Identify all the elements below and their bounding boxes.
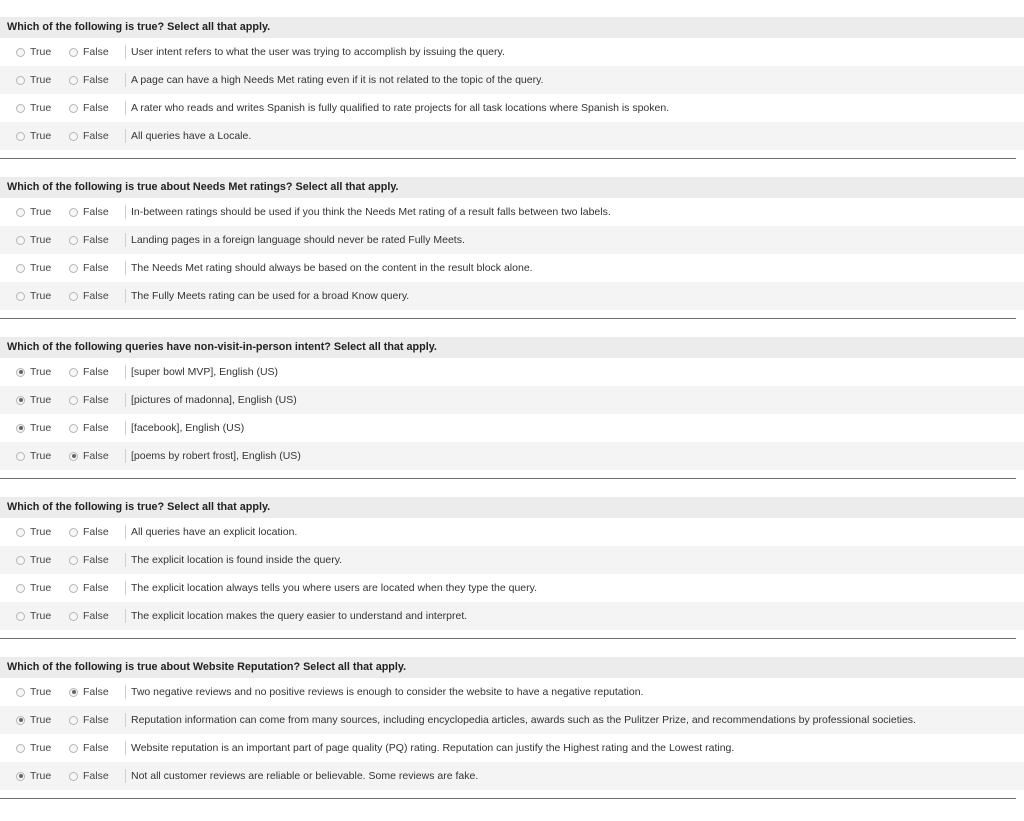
radio-label-true: True [30, 686, 52, 698]
radio-false[interactable] [69, 424, 78, 433]
radio-label-true: True [30, 554, 52, 566]
separator [125, 261, 126, 275]
true-option[interactable] [16, 574, 69, 602]
radio-true[interactable] [16, 584, 25, 593]
radio-label-false: False [83, 770, 109, 782]
true-option[interactable] [16, 678, 69, 706]
true-option[interactable] [16, 602, 69, 630]
radio-true[interactable] [16, 292, 25, 301]
separator [125, 129, 126, 143]
true-option[interactable] [16, 358, 69, 386]
true-option[interactable] [16, 442, 69, 470]
question-option-row [0, 546, 1024, 574]
true-option[interactable] [16, 38, 69, 66]
radio-false[interactable] [69, 132, 78, 141]
statement-text: Landing pages in a foreign language should never be rated Fully Meets. [131, 234, 465, 246]
question-option-row [0, 442, 1024, 470]
question-title: Which of the following queries have non-visit-in-person intent? Select all that apply. [0, 337, 1024, 358]
radio-false[interactable] [69, 716, 78, 725]
separator [125, 769, 126, 783]
statement-text: [super bowl MVP], English (US) [131, 366, 279, 378]
radio-true[interactable] [16, 76, 25, 85]
radio-false[interactable] [69, 264, 78, 273]
separator [125, 581, 126, 595]
radio-label-true: True [30, 714, 52, 726]
radio-label-true: True [30, 366, 52, 378]
radio-true[interactable] [16, 368, 25, 377]
false-option[interactable] [69, 678, 125, 706]
radio-true[interactable] [16, 612, 25, 621]
radio-label-false: False [83, 742, 109, 754]
statement-text: In-between ratings should be used if you think the Needs Met rating of a result falls between two labels. [131, 206, 611, 218]
true-option[interactable] [16, 706, 69, 734]
radio-true[interactable] [16, 396, 25, 405]
radio-true[interactable] [16, 264, 25, 273]
radio-label-false: False [83, 422, 109, 434]
false-option[interactable] [69, 386, 125, 414]
radio-label-false: False [83, 366, 109, 378]
false-option[interactable] [69, 38, 125, 66]
radio-label-false: False [83, 102, 109, 114]
true-option[interactable] [16, 122, 69, 150]
separator [125, 609, 126, 623]
radio-true[interactable] [16, 528, 25, 537]
radio-false[interactable] [69, 528, 78, 537]
question-option-row [0, 358, 1024, 386]
question-option-row [0, 706, 1024, 734]
question-option-row [0, 602, 1024, 630]
statement-text: A rater who reads and writes Spanish is fully qualified to rate projects for all task locations where Spanish is spoken. [131, 102, 670, 114]
true-option[interactable] [16, 254, 69, 282]
radio-false[interactable] [69, 772, 78, 781]
radio-true[interactable] [16, 688, 25, 697]
radio-true[interactable] [16, 716, 25, 725]
true-option[interactable] [16, 546, 69, 574]
radio-label-true: True [30, 290, 52, 302]
true-option[interactable] [16, 282, 69, 310]
radio-false[interactable] [69, 556, 78, 565]
radio-label-true: True [30, 394, 52, 406]
true-option[interactable] [16, 762, 69, 790]
radio-true[interactable] [16, 744, 25, 753]
question-title: Which of the following is true about Website Reputation? Select all that apply. [0, 657, 1024, 678]
question-title: Which of the following is true? Select all that apply. [0, 497, 1024, 518]
statement-text: The Needs Met rating should always be based on the content in the result block alone. [131, 262, 533, 274]
question-option-row [0, 198, 1024, 226]
radio-label-true: True [30, 234, 52, 246]
question-option-row [0, 386, 1024, 414]
separator [125, 73, 126, 87]
radio-label-false: False [83, 686, 109, 698]
false-option[interactable] [69, 122, 125, 150]
question-block [0, 337, 1024, 479]
radio-false[interactable] [69, 48, 78, 57]
false-option[interactable] [69, 574, 125, 602]
false-option[interactable] [69, 414, 125, 442]
question-block [0, 497, 1024, 639]
radio-true[interactable] [16, 556, 25, 565]
statement-text: A page can have a high Needs Met rating even if it is not related to the topic of the query. [131, 74, 544, 86]
true-option[interactable] [16, 734, 69, 762]
false-option[interactable] [69, 198, 125, 226]
false-option[interactable] [69, 282, 125, 310]
question-option-row [0, 254, 1024, 282]
false-option[interactable] [69, 442, 125, 470]
question-option-row [0, 678, 1024, 706]
statement-text: All queries have a Locale. [131, 130, 252, 142]
true-option[interactable] [16, 66, 69, 94]
true-option[interactable] [16, 226, 69, 254]
statement-text: [facebook], English (US) [131, 422, 245, 434]
false-option[interactable] [69, 706, 125, 734]
true-option[interactable] [16, 94, 69, 122]
question-option-row [0, 282, 1024, 310]
true-option[interactable] [16, 414, 69, 442]
false-option[interactable] [69, 518, 125, 546]
radio-label-true: True [30, 770, 52, 782]
radio-label-true: True [30, 610, 52, 622]
statement-text: Two negative reviews and no positive reviews is enough to consider the website to have a negative reputation. [131, 686, 644, 698]
radio-label-false: False [83, 206, 109, 218]
separator [125, 421, 126, 435]
radio-true[interactable] [16, 424, 25, 433]
question-title: Which of the following is true? Select all that apply. [0, 17, 1024, 38]
radio-label-false: False [83, 74, 109, 86]
true-option[interactable] [16, 518, 69, 546]
section-divider [0, 318, 1016, 319]
question-block [0, 17, 1024, 159]
question-option-row [0, 38, 1024, 66]
radio-false[interactable] [69, 744, 78, 753]
statement-text: [poems by robert frost], English (US) [131, 450, 301, 462]
false-option[interactable] [69, 254, 125, 282]
separator [125, 233, 126, 247]
question-option-row [0, 762, 1024, 790]
question-option-row [0, 94, 1024, 122]
false-option[interactable] [69, 358, 125, 386]
radio-label-false: False [83, 234, 109, 246]
radio-true[interactable] [16, 236, 25, 245]
radio-true[interactable] [16, 208, 25, 217]
true-option[interactable] [16, 386, 69, 414]
separator [125, 525, 126, 539]
radio-false[interactable] [69, 208, 78, 217]
section-divider [0, 638, 1016, 639]
radio-label-true: True [30, 450, 52, 462]
statement-text: [pictures of madonna], English (US) [131, 394, 297, 406]
radio-label-false: False [83, 610, 109, 622]
radio-false[interactable] [69, 104, 78, 113]
radio-label-false: False [83, 554, 109, 566]
question-option-row [0, 414, 1024, 442]
radio-false[interactable] [69, 368, 78, 377]
radio-label-false: False [83, 582, 109, 594]
statement-text: The explicit location always tells you where users are located when they type the query. [131, 582, 538, 594]
radio-label-true: True [30, 206, 52, 218]
separator [125, 713, 126, 727]
radio-false[interactable] [69, 396, 78, 405]
question-block [0, 177, 1024, 319]
section-divider [0, 478, 1016, 479]
false-option[interactable] [69, 226, 125, 254]
false-option[interactable] [69, 66, 125, 94]
false-option[interactable] [69, 94, 125, 122]
question-block [0, 657, 1024, 799]
statement-text: The Fully Meets rating can be used for a broad Know query. [131, 290, 410, 302]
separator [125, 685, 126, 699]
statement-text: User intent refers to what the user was trying to accomplish by issuing the query. [131, 46, 505, 58]
radio-label-false: False [83, 46, 109, 58]
radio-label-false: False [83, 290, 109, 302]
statement-text: Website reputation is an important part of page quality (PQ) rating. Reputation can justify the Highest rating and the Lowest rating. [131, 742, 735, 754]
radio-label-true: True [30, 102, 52, 114]
radio-true[interactable] [16, 772, 25, 781]
radio-label-true: True [30, 422, 52, 434]
question-option-row [0, 226, 1024, 254]
radio-label-false: False [83, 714, 109, 726]
false-option[interactable] [69, 734, 125, 762]
radio-true[interactable] [16, 104, 25, 113]
separator [125, 205, 126, 219]
section-divider [0, 158, 1016, 159]
false-option[interactable] [69, 602, 125, 630]
separator [125, 553, 126, 567]
separator [125, 449, 126, 463]
radio-false[interactable] [69, 452, 78, 461]
radio-label-false: False [83, 262, 109, 274]
radio-false[interactable] [69, 76, 78, 85]
radio-false[interactable] [69, 584, 78, 593]
radio-label-true: True [30, 262, 52, 274]
radio-true[interactable] [16, 452, 25, 461]
false-option[interactable] [69, 762, 125, 790]
question-option-row [0, 518, 1024, 546]
radio-label-false: False [83, 130, 109, 142]
separator [125, 741, 126, 755]
radio-false[interactable] [69, 292, 78, 301]
radio-label-true: True [30, 130, 52, 142]
separator [125, 393, 126, 407]
separator [125, 365, 126, 379]
question-option-row [0, 122, 1024, 150]
statement-text: Reputation information can come from many sources, including encyclopedia articles, awards such as the Pulitzer Prize, and recommendations by professional societies. [131, 714, 916, 726]
false-option[interactable] [69, 546, 125, 574]
radio-label-false: False [83, 526, 109, 538]
radio-label-true: True [30, 46, 52, 58]
radio-false[interactable] [69, 612, 78, 621]
separator [125, 289, 126, 303]
statement-text: All queries have an explicit location. [131, 526, 298, 538]
question-option-row [0, 574, 1024, 602]
radio-label-false: False [83, 394, 109, 406]
radio-false[interactable] [69, 236, 78, 245]
true-option[interactable] [16, 198, 69, 226]
separator [125, 45, 126, 59]
radio-true[interactable] [16, 132, 25, 141]
radio-label-false: False [83, 450, 109, 462]
radio-false[interactable] [69, 688, 78, 697]
radio-label-true: True [30, 742, 52, 754]
question-title: Which of the following is true about Needs Met ratings? Select all that apply. [0, 177, 1024, 198]
statement-text: Not all customer reviews are reliable or believable. Some reviews are fake. [131, 770, 479, 782]
radio-label-true: True [30, 74, 52, 86]
statement-text: The explicit location is found inside the query. [131, 554, 343, 566]
radio-label-true: True [30, 526, 52, 538]
radio-label-true: True [30, 582, 52, 594]
question-option-row [0, 734, 1024, 762]
section-divider [0, 798, 1016, 799]
separator [125, 101, 126, 115]
radio-true[interactable] [16, 48, 25, 57]
question-option-row [0, 66, 1024, 94]
statement-text: The explicit location makes the query easier to understand and interpret. [131, 610, 468, 622]
